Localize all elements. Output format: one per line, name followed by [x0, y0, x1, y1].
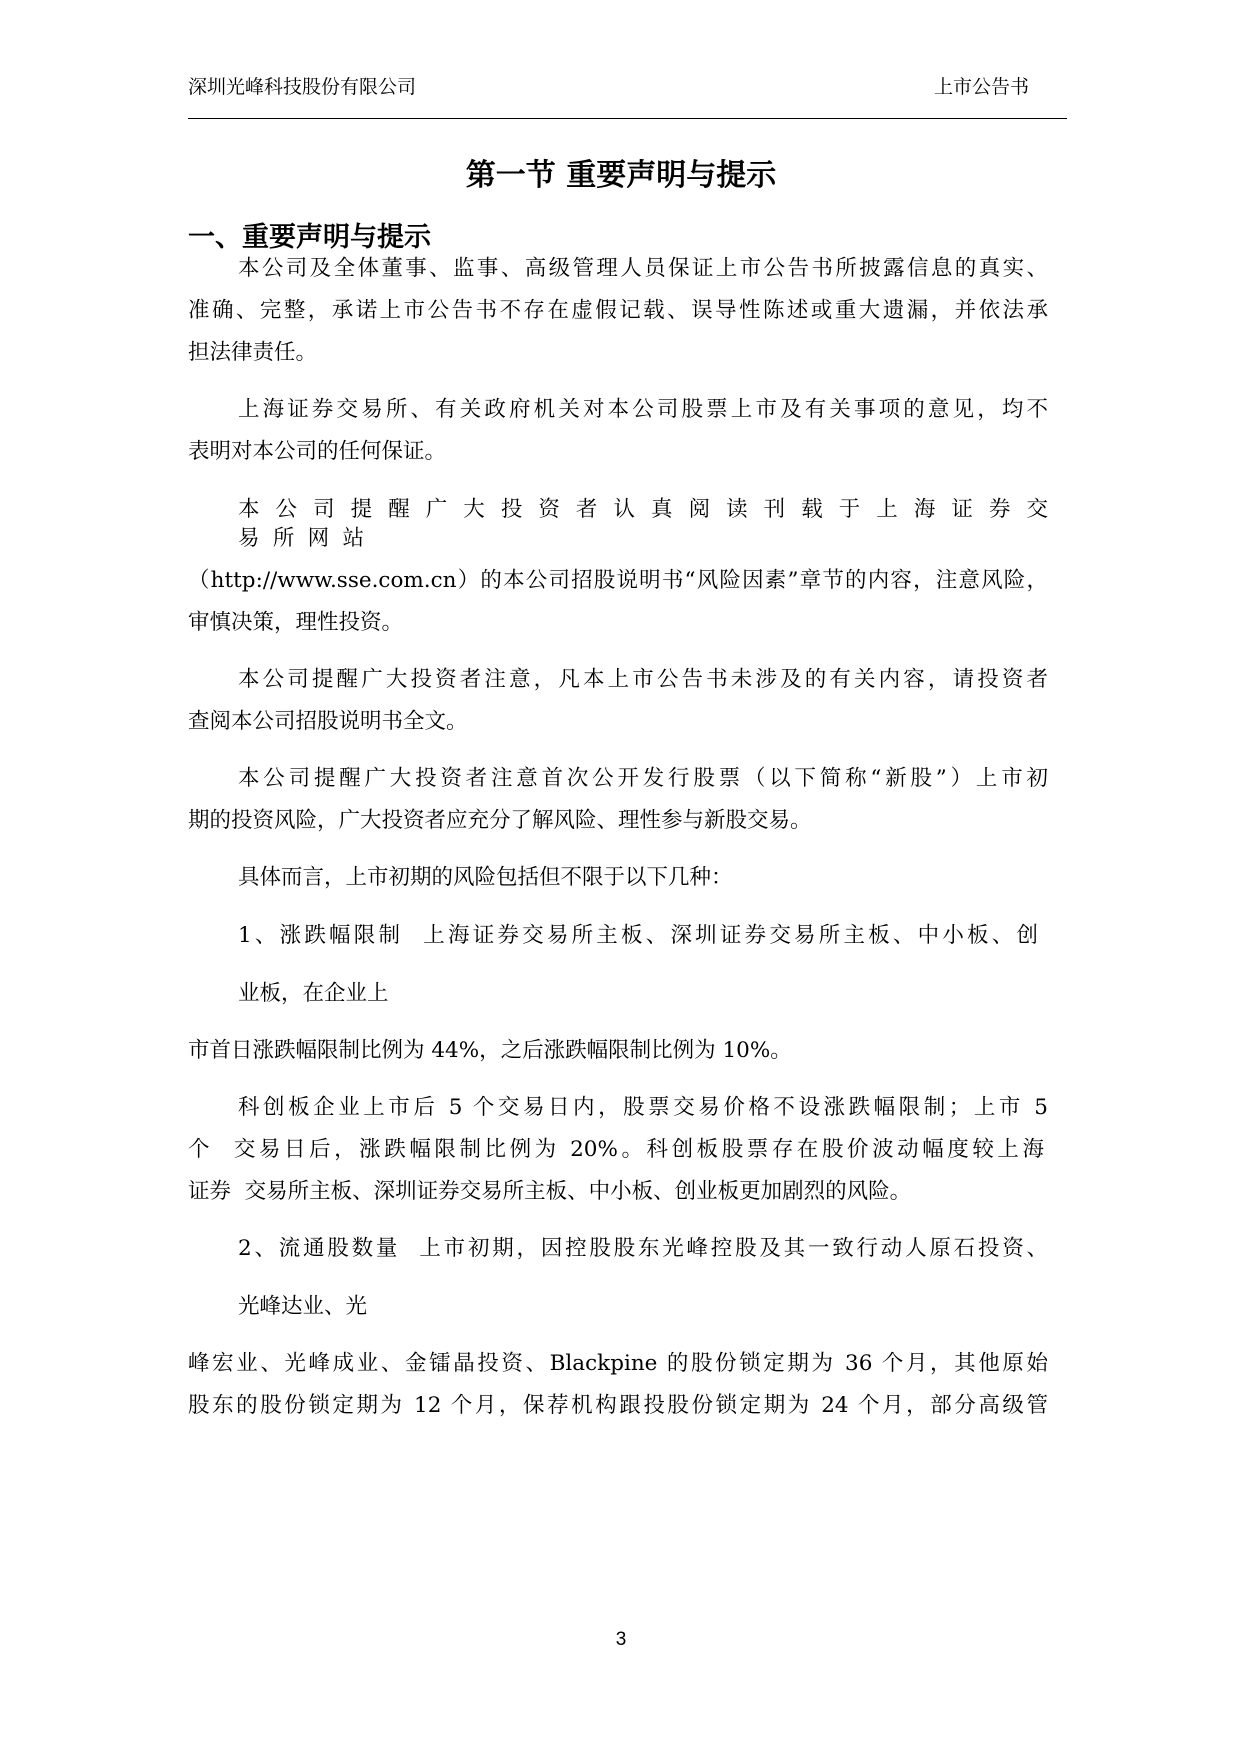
body-line: 查阅本公司招股说明书全文。: [188, 709, 468, 734]
body-line: 本公司提醒广大投资者注意，凡本上市公告书未涉及的有关内容，请投资者: [238, 667, 1048, 692]
body-line: 2、流通股数量 上市初期，因控股股东光峰控股及其一致行动人原石投资、: [238, 1236, 1048, 1261]
body-line: 本公司及全体董事、监事、高级管理人员保证上市公告书所披露信息的真实、: [238, 256, 1048, 281]
subsection-title: 一、重要声明与提示: [188, 222, 431, 253]
body-line: 上海证券交易所、有关政府机关对本公司股票上市及有关事项的意见，均不: [238, 397, 1048, 422]
body-line: 光峰达业、光: [238, 1294, 368, 1319]
body-line: 本公司提醒广大投资者认真阅读刊载于上海证券交: [238, 497, 1048, 522]
page-number: 3: [615, 1629, 627, 1650]
body-line: 表明对本公司的任何保证。: [188, 439, 447, 464]
header-document-type: 上市公告书: [934, 76, 1030, 98]
body-line: 本公司提醒广大投资者注意首次公开发行股票（以下简称“新股”）上市初: [238, 766, 1048, 791]
body-line: 股东的股份锁定期为 12 个月，保荐机构跟投股份锁定期为 24 个月，部分高级管: [188, 1393, 1048, 1418]
body-line: 易所网站: [238, 526, 364, 551]
body-line: 业板，在企业上: [238, 981, 389, 1006]
body-line: 担法律责任。: [188, 340, 318, 365]
body-line: 市首日涨跌幅限制比例为 44%，之后涨跌幅限制比例为 10%。: [188, 1038, 792, 1063]
header-company-name: 深圳光峰科技股份有限公司: [188, 76, 417, 98]
body-line: 期的投资风险，广大投资者应充分了解风险、理性参与新股交易。: [188, 808, 812, 833]
body-line: 科创板企业上市后 5 个交易日内，股票交易价格不设涨跌幅限制；上市 5: [238, 1095, 1048, 1120]
body-line: 1、涨跌幅限制 上海证券交易所主板、深圳证券交易所主板、中小板、创: [238, 923, 1038, 948]
body-line: 峰宏业、光峰成业、金镭晶投资、Blackpine 的股份锁定期为 36 个月，其他原始: [188, 1351, 1048, 1376]
body-line: 个 交易日后，涨跌幅限制比例为 20%。科创板股票存在股价波动幅度较上海: [188, 1137, 1044, 1162]
body-line: 审慎决策，理性投资。: [188, 610, 404, 635]
section-title: 第一节 重要声明与提示: [465, 158, 777, 193]
body-line: 准确、完整，承诺上市公告书不存在虚假记载、误导性陈述或重大遗漏，并依法承: [188, 298, 1048, 323]
header-divider: [188, 118, 1067, 119]
body-line: 具体而言，上市初期的风险包括但不限于以下几种：: [238, 865, 733, 890]
body-line: 证券 交易所主板、深圳证券交易所主板、中小板、创业板更加剧烈的风险。: [188, 1179, 912, 1204]
body-line: （http://www.sse.com.cn）的本公司招股说明书“风险因素”章节的内容，注意风险，: [188, 568, 1048, 593]
